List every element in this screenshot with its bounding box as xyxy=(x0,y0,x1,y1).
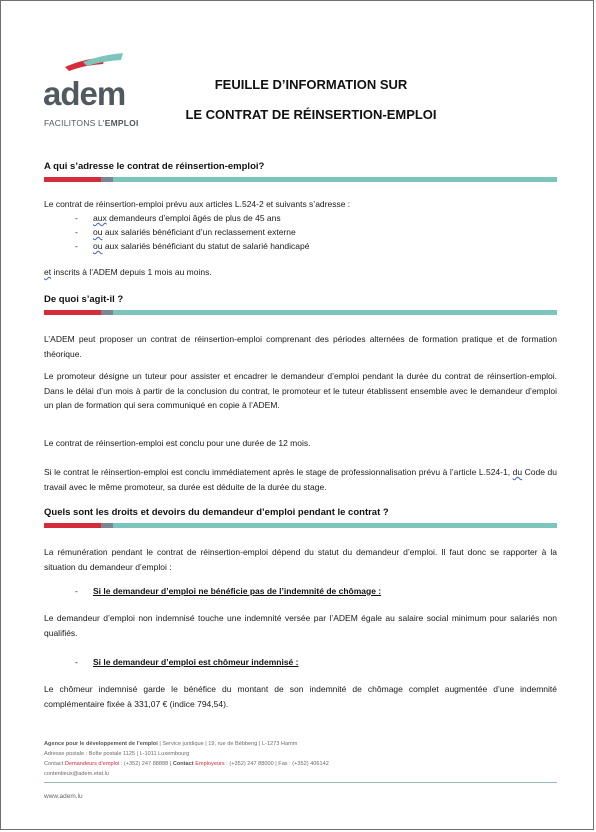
list-item: - aux demandeurs d’emploi âgés de plus de 45 ans xyxy=(75,213,281,223)
footer-divider xyxy=(44,782,557,783)
section-heading-qui: A qui s’adresse le contrat de réinsertion-emploi? xyxy=(44,161,265,172)
footer-postal: Adresse postale : Boîte postale 1125 | L-1011 Luxembourg xyxy=(44,751,190,757)
section1-closing: et inscrits à l’ADEM depuis 1 mois au moins. xyxy=(44,267,212,277)
section-heading-quoi: De quoi s’agit-il ? xyxy=(44,294,124,305)
section3-paragraph-3: Le chômeur indemnisé garde le bénéfice du montant de son indemnité de chômage complet augmentée d’une indemnité complémentaire fixée à 331,07 € (indice 794,54). xyxy=(44,684,557,709)
list-item: - ou aux salariés bénéficiant d’un reclassement externe xyxy=(75,227,296,237)
section2-paragraph-4: Si le contrat le réinsertion-emploi est conclu immédiatement après le stage de professionnalisation prévu à l’article L.524-1, du Code du travail avec le même promoteur, sa durée est déduite de la durée du stage. xyxy=(44,467,557,492)
section-heading-droits: Quels sont les droits et devoirs du demandeur d’emploi pendant le contrat ? xyxy=(44,507,389,518)
section2-paragraph-2: Le promoteur désigne un tuteur pour assister et encadrer le demandeur d’emploi pendant la durée du contrat de réinsertion-emploi. Dans le délai d’un mois à partir de la conclusion du contrat, le promoteur et le tuteur établissent ensemble avec le demandeur d’emploi un plan de formation qui sera communiqué en copie à l’ADEM. xyxy=(44,371,557,410)
document-title-line-2: LE CONTRAT DE RÉINSERTION-EMPLOI xyxy=(185,107,437,122)
section2-paragraph-3: Le contrat de réinsertion-emploi est conclu pour une durée de 12 mois. xyxy=(44,438,311,448)
logo-word: adem xyxy=(43,75,126,112)
section1-intro: Le contrat de réinsertion-emploi prévu aux articles L.524-2 et suivants s’adresse : xyxy=(44,199,351,209)
footer-email[interactable]: contentieux@adem.etat.lu xyxy=(44,771,110,777)
adem-logo xyxy=(43,53,139,133)
subheading-indemnise: - Si le demandeur d’emploi est chômeur indemnisé : xyxy=(75,657,299,667)
list-item: - ou aux salariés bénéficiant du statut de salarié handicapé xyxy=(75,241,310,251)
subheading-non-indemnise: - Si le demandeur d’emploi ne bénéficie pas de l’indemnité de chômage : xyxy=(75,586,382,596)
footer-website-link[interactable]: www.adem.lu xyxy=(44,793,83,800)
footer-address: Agence pour le développement de l’emploi | Service juridique | 19, rue de Bébbeng | L-1273 Hamm xyxy=(44,741,298,747)
section-divider xyxy=(44,523,557,528)
footer-contacts: Contact Demandeurs d’emploi : (+352) 247 88888 | Contact Employeurs : (+352) 247 88000 | Fax : (+352) 406142 xyxy=(44,761,329,767)
section-divider xyxy=(44,310,557,315)
section3-paragraph-1: La rémunération pendant le contrat de réinsertion-emploi dépend du statut du demandeur d’emploi. Il faut donc se rapporter à la situation du demandeur d’emploi : xyxy=(44,547,557,572)
logo-tagline: FACILITONS L'EMPLOI xyxy=(44,118,139,128)
section3-paragraph-2: Le demandeur d’emploi non indemnisé touche une indemnité versée par l’ADEM égale au salaire social minimum pour salariés non qualifiés. xyxy=(44,613,557,638)
section2-paragraph-1: L’ADEM peut proposer un contrat de réinsertion-emploi comprenant des périodes alternées de formation pratique et de formation théorique. xyxy=(44,334,557,359)
document-title-line-1: FEUILLE D’INFORMATION SUR xyxy=(214,77,408,92)
section-divider xyxy=(44,177,557,182)
